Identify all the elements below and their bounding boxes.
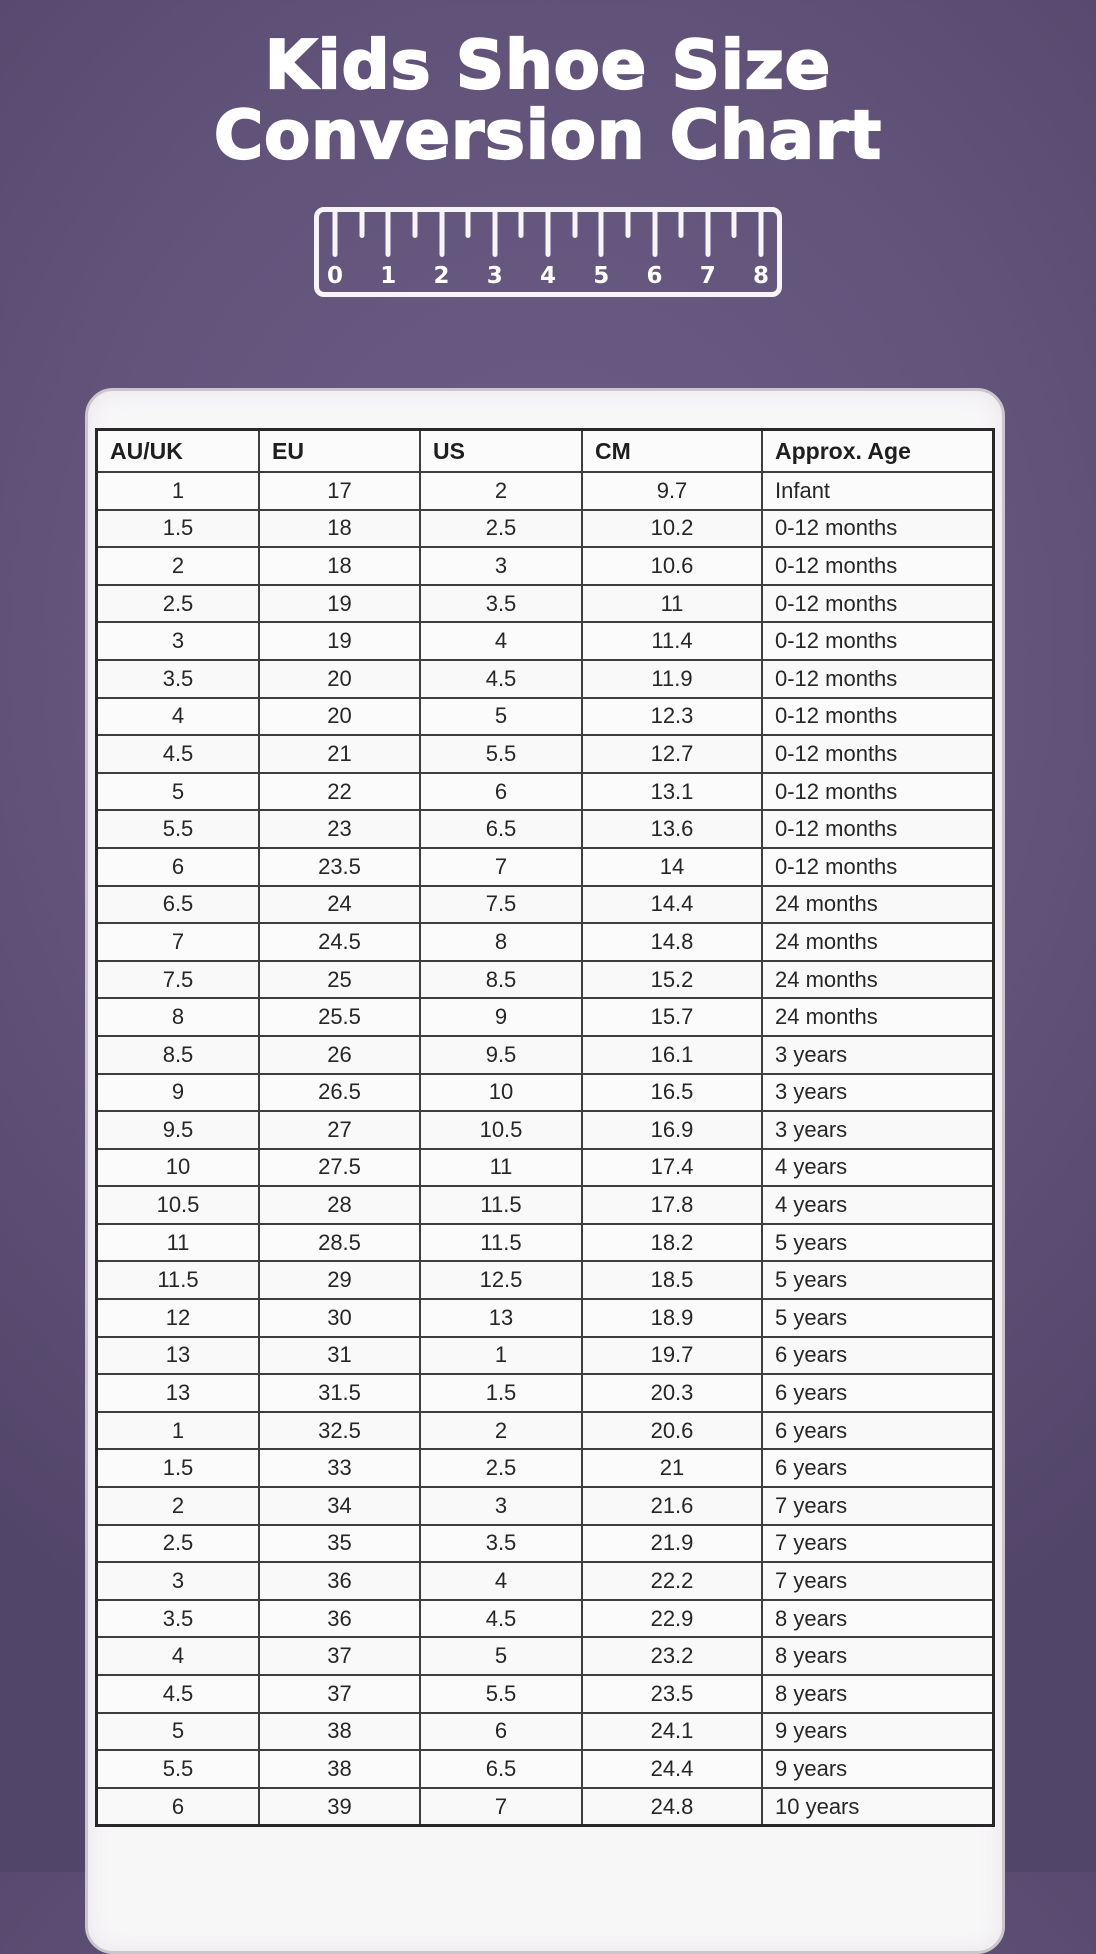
cell-us: 8 (420, 923, 582, 961)
table-row (97, 1675, 994, 1713)
cell-approx-age: 5 years (762, 1261, 994, 1299)
table-header-row (97, 430, 994, 473)
cell-eu: 28.5 (259, 1224, 420, 1262)
cell-cm: 13.1 (582, 773, 762, 811)
ruler-major-tick (333, 212, 338, 257)
cell-eu: 27.5 (259, 1149, 420, 1187)
cell-au-uk: 3.5 (97, 1600, 260, 1638)
table-row (97, 810, 994, 848)
ruler-major-tick (652, 212, 657, 257)
ruler-major-tick (492, 212, 497, 257)
ruler-minor-tick (572, 212, 577, 238)
cell-us: 3 (420, 1487, 582, 1525)
cell-eu: 22 (259, 773, 420, 811)
cell-us: 5 (420, 698, 582, 736)
table-row (97, 923, 994, 961)
cell-cm: 18.5 (582, 1261, 762, 1299)
cell-cm: 11.4 (582, 622, 762, 660)
cell-eu: 36 (259, 1600, 420, 1638)
cell-us: 12.5 (420, 1261, 582, 1299)
cell-eu: 31.5 (259, 1374, 420, 1412)
cell-au-uk: 13 (97, 1337, 260, 1375)
cell-us: 3 (420, 547, 582, 585)
ruler-minor-tick (466, 212, 471, 238)
cell-approx-age: 24 months (762, 886, 994, 924)
table-row (97, 1449, 994, 1487)
cell-cm: 22.9 (582, 1600, 762, 1638)
cell-approx-age: 9 years (762, 1750, 994, 1788)
table-row (97, 1111, 994, 1149)
cell-us: 6 (420, 1713, 582, 1751)
ruler-minor-tick (732, 212, 737, 238)
cell-au-uk: 4.5 (97, 1675, 260, 1713)
ruler-minor-tick (359, 212, 364, 238)
cell-cm: 15.7 (582, 998, 762, 1036)
cell-cm: 14 (582, 848, 762, 886)
ruler-minor-tick (519, 212, 524, 238)
cell-cm: 17.4 (582, 1149, 762, 1187)
cell-cm: 20.3 (582, 1374, 762, 1412)
cell-approx-age: 6 years (762, 1337, 994, 1375)
column-header-au-uk: AU/UK (97, 430, 260, 473)
table-row (97, 1299, 994, 1337)
cell-us: 10 (420, 1074, 582, 1112)
cell-cm: 18.9 (582, 1299, 762, 1337)
cell-approx-age: 5 years (762, 1299, 994, 1337)
cell-au-uk: 6 (97, 848, 260, 886)
cell-eu: 19 (259, 622, 420, 660)
cell-approx-age: 0-12 months (762, 698, 994, 736)
cell-au-uk: 2 (97, 1487, 260, 1525)
cell-cm: 10.2 (582, 510, 762, 548)
table-row (97, 1637, 994, 1675)
cell-cm: 10.6 (582, 547, 762, 585)
cell-cm: 9.7 (582, 472, 762, 510)
cell-approx-age: 8 years (762, 1675, 994, 1713)
cell-au-uk: 8 (97, 998, 260, 1036)
table-row (97, 1337, 994, 1375)
cell-us: 2 (420, 1412, 582, 1450)
table-row (97, 622, 994, 660)
cell-eu: 26 (259, 1036, 420, 1074)
ruler-illustration (314, 207, 782, 297)
cell-eu: 25 (259, 961, 420, 999)
cell-us: 10.5 (420, 1111, 582, 1149)
cell-eu: 28 (259, 1186, 420, 1224)
cell-us: 4 (420, 622, 582, 660)
cell-cm: 24.8 (582, 1788, 762, 1826)
cell-cm: 23.2 (582, 1637, 762, 1675)
cell-approx-age: 0-12 months (762, 848, 994, 886)
cell-us: 9.5 (420, 1036, 582, 1074)
cell-au-uk: 9.5 (97, 1111, 260, 1149)
cell-us: 9 (420, 998, 582, 1036)
ruler-number: 2 (433, 262, 450, 289)
cell-cm: 16.9 (582, 1111, 762, 1149)
table-row (97, 1149, 994, 1187)
cell-approx-age: 24 months (762, 923, 994, 961)
cell-au-uk: 7 (97, 923, 260, 961)
cell-au-uk: 1.5 (97, 510, 260, 548)
ruler-number: 8 (752, 262, 770, 289)
cell-approx-age: 4 years (762, 1149, 994, 1187)
column-header-approx-age: Approx. Age (762, 430, 994, 473)
table-row (97, 773, 994, 811)
cell-au-uk: 4.5 (97, 735, 260, 773)
cell-us: 2 (420, 472, 582, 510)
cell-au-uk: 10 (97, 1149, 260, 1187)
cell-approx-age: 0-12 months (762, 510, 994, 548)
cell-eu: 30 (259, 1299, 420, 1337)
cell-approx-age: 0-12 months (762, 660, 994, 698)
table-row (97, 1600, 994, 1638)
cell-eu: 25.5 (259, 998, 420, 1036)
ruler-number: 1 (380, 262, 397, 289)
cell-au-uk: 3.5 (97, 660, 260, 698)
cell-au-uk: 6 (97, 1788, 260, 1826)
cell-au-uk: 8.5 (97, 1036, 260, 1074)
cell-au-uk: 1 (97, 1412, 260, 1450)
cell-approx-age: 3 years (762, 1036, 994, 1074)
cell-eu: 26.5 (259, 1074, 420, 1112)
cell-au-uk: 5.5 (97, 1750, 260, 1788)
cell-approx-age: 6 years (762, 1449, 994, 1487)
cell-cm: 15.2 (582, 961, 762, 999)
cell-eu: 37 (259, 1637, 420, 1675)
cell-eu: 19 (259, 585, 420, 623)
ruler-major-tick (386, 212, 391, 257)
cell-approx-age: 24 months (762, 961, 994, 999)
cell-eu: 24.5 (259, 923, 420, 961)
table-row (97, 660, 994, 698)
cell-au-uk: 10.5 (97, 1186, 260, 1224)
table-row (97, 510, 994, 548)
cell-cm: 22.2 (582, 1562, 762, 1600)
cell-au-uk: 5 (97, 1713, 260, 1751)
cell-approx-age: 6 years (762, 1412, 994, 1450)
cell-approx-age: 0-12 months (762, 585, 994, 623)
table-row (97, 1374, 994, 1412)
cell-cm: 20.6 (582, 1412, 762, 1450)
cell-au-uk: 12 (97, 1299, 260, 1337)
cell-approx-age: 0-12 months (762, 810, 994, 848)
cell-approx-age: 7 years (762, 1562, 994, 1600)
table-row (97, 735, 994, 773)
cell-eu: 29 (259, 1261, 420, 1299)
cell-us: 11.5 (420, 1186, 582, 1224)
cell-au-uk: 2.5 (97, 585, 260, 623)
table-row (97, 1788, 994, 1826)
ruler-major-tick (759, 212, 764, 257)
table-row (97, 886, 994, 924)
table-row (97, 1525, 994, 1563)
cell-au-uk: 4 (97, 698, 260, 736)
cell-cm: 14.8 (582, 923, 762, 961)
shoe-size-table (95, 428, 995, 1827)
cell-eu: 34 (259, 1487, 420, 1525)
table-row (97, 1036, 994, 1074)
cell-eu: 18 (259, 547, 420, 585)
table-row (97, 1186, 994, 1224)
cell-us: 5 (420, 1637, 582, 1675)
cell-au-uk: 11 (97, 1224, 260, 1262)
table-row (97, 1750, 994, 1788)
cell-au-uk: 2 (97, 547, 260, 585)
cell-approx-age: 3 years (762, 1111, 994, 1149)
cell-eu: 24 (259, 886, 420, 924)
cell-au-uk: 1.5 (97, 1449, 260, 1487)
cell-us: 11.5 (420, 1224, 582, 1262)
cell-cm: 18.2 (582, 1224, 762, 1262)
cell-us: 4 (420, 1562, 582, 1600)
cell-eu: 37 (259, 1675, 420, 1713)
cell-us: 6.5 (420, 810, 582, 848)
table-row (97, 547, 994, 585)
cell-us: 1 (420, 1337, 582, 1375)
table-row (97, 1412, 994, 1450)
cell-cm: 24.4 (582, 1750, 762, 1788)
cell-approx-age: 8 years (762, 1637, 994, 1675)
ruler-number: 7 (699, 262, 716, 289)
cell-eu: 38 (259, 1750, 420, 1788)
cell-us: 11 (420, 1149, 582, 1187)
cell-approx-age: 0-12 months (762, 735, 994, 773)
ruler-number: 4 (539, 262, 557, 289)
cell-eu: 18 (259, 510, 420, 548)
cell-approx-age: 3 years (762, 1074, 994, 1112)
cell-cm: 24.1 (582, 1713, 762, 1751)
cell-approx-age: 0-12 months (762, 547, 994, 585)
cell-approx-age: 0-12 months (762, 773, 994, 811)
cell-cm: 11 (582, 585, 762, 623)
table-row (97, 998, 994, 1036)
cell-approx-age: 7 years (762, 1487, 994, 1525)
cell-approx-age: 4 years (762, 1186, 994, 1224)
cell-approx-age: 7 years (762, 1525, 994, 1563)
cell-cm: 17.8 (582, 1186, 762, 1224)
cell-approx-age: 0-12 months (762, 622, 994, 660)
ruler-minor-tick (412, 212, 417, 238)
cell-au-uk: 3 (97, 622, 260, 660)
cell-eu: 33 (259, 1449, 420, 1487)
cell-eu: 23.5 (259, 848, 420, 886)
cell-us: 7.5 (420, 886, 582, 924)
cell-approx-age: 8 years (762, 1600, 994, 1638)
cell-cm: 12.3 (582, 698, 762, 736)
cell-au-uk: 2.5 (97, 1525, 260, 1563)
cell-us: 3.5 (420, 585, 582, 623)
column-header-us: US (420, 430, 582, 473)
cell-us: 8.5 (420, 961, 582, 999)
cell-us: 6.5 (420, 1750, 582, 1788)
ruler-minor-tick (625, 212, 630, 238)
table-header (97, 430, 994, 473)
cell-approx-age: 6 years (762, 1374, 994, 1412)
cell-cm: 16.1 (582, 1036, 762, 1074)
cell-us: 2.5 (420, 1449, 582, 1487)
cell-cm: 19.7 (582, 1337, 762, 1375)
column-header-eu: EU (259, 430, 420, 473)
cell-au-uk: 6.5 (97, 886, 260, 924)
cell-cm: 21 (582, 1449, 762, 1487)
cell-us: 3.5 (420, 1525, 582, 1563)
cell-au-uk: 4 (97, 1637, 260, 1675)
table-row (97, 961, 994, 999)
conversion-card (85, 388, 1005, 1954)
cell-au-uk: 5.5 (97, 810, 260, 848)
cell-au-uk: 13 (97, 1374, 260, 1412)
ruler-major-tick (599, 212, 604, 257)
cell-eu: 17 (259, 472, 420, 510)
cell-eu: 31 (259, 1337, 420, 1375)
cell-us: 4.5 (420, 660, 582, 698)
table-row (97, 1713, 994, 1751)
cell-us: 2.5 (420, 510, 582, 548)
title-line-2: Conversion Chart (213, 96, 883, 175)
poster-title (0, 0, 1096, 175)
ruler-number: 5 (593, 262, 610, 289)
cell-eu: 23 (259, 810, 420, 848)
cell-au-uk: 3 (97, 1562, 260, 1600)
cell-us: 7 (420, 848, 582, 886)
ruler-major-tick (439, 212, 444, 257)
table-row (97, 1487, 994, 1525)
table-row (97, 698, 994, 736)
ruler-number: 0 (326, 262, 344, 289)
cell-us: 6 (420, 773, 582, 811)
cell-cm: 11.9 (582, 660, 762, 698)
cell-eu: 21 (259, 735, 420, 773)
cell-us: 13 (420, 1299, 582, 1337)
cell-au-uk: 5 (97, 773, 260, 811)
cell-au-uk: 1 (97, 472, 260, 510)
cell-us: 7 (420, 1788, 582, 1826)
cell-eu: 32.5 (259, 1412, 420, 1450)
cell-eu: 20 (259, 698, 420, 736)
cell-approx-age: Infant (762, 472, 994, 510)
cell-us: 5.5 (420, 1675, 582, 1713)
table-body (97, 472, 994, 1826)
title-line-1: Kids Shoe Size (264, 26, 832, 104)
ruler-major-tick (546, 212, 551, 257)
table-row (97, 1224, 994, 1262)
cell-approx-age: 5 years (762, 1224, 994, 1262)
table-row (97, 472, 994, 510)
cell-eu: 38 (259, 1713, 420, 1751)
table-row (97, 1261, 994, 1299)
ruler-major-tick (705, 212, 710, 257)
table-row (97, 585, 994, 623)
cell-eu: 27 (259, 1111, 420, 1149)
cell-au-uk: 9 (97, 1074, 260, 1112)
cell-eu: 35 (259, 1525, 420, 1563)
cell-cm: 16.5 (582, 1074, 762, 1112)
cell-cm: 21.9 (582, 1525, 762, 1563)
cell-us: 5.5 (420, 735, 582, 773)
cell-approx-age: 9 years (762, 1713, 994, 1751)
ruler-number: 3 (486, 262, 503, 289)
cell-eu: 39 (259, 1788, 420, 1826)
cell-cm: 21.6 (582, 1487, 762, 1525)
cell-au-uk: 11.5 (97, 1261, 260, 1299)
ruler-minor-tick (679, 212, 684, 238)
table-row (97, 848, 994, 886)
cell-eu: 20 (259, 660, 420, 698)
cell-au-uk: 7.5 (97, 961, 260, 999)
column-header-cm: CM (582, 430, 762, 473)
cell-cm: 14.4 (582, 886, 762, 924)
cell-approx-age: 24 months (762, 998, 994, 1036)
cell-us: 4.5 (420, 1600, 582, 1638)
cell-approx-age: 10 years (762, 1788, 994, 1826)
cell-cm: 23.5 (582, 1675, 762, 1713)
cell-us: 1.5 (420, 1374, 582, 1412)
cell-cm: 13.6 (582, 810, 762, 848)
ruler-number: 6 (646, 262, 663, 289)
cell-cm: 12.7 (582, 735, 762, 773)
cell-eu: 36 (259, 1562, 420, 1600)
table-row (97, 1074, 994, 1112)
table-row (97, 1562, 994, 1600)
